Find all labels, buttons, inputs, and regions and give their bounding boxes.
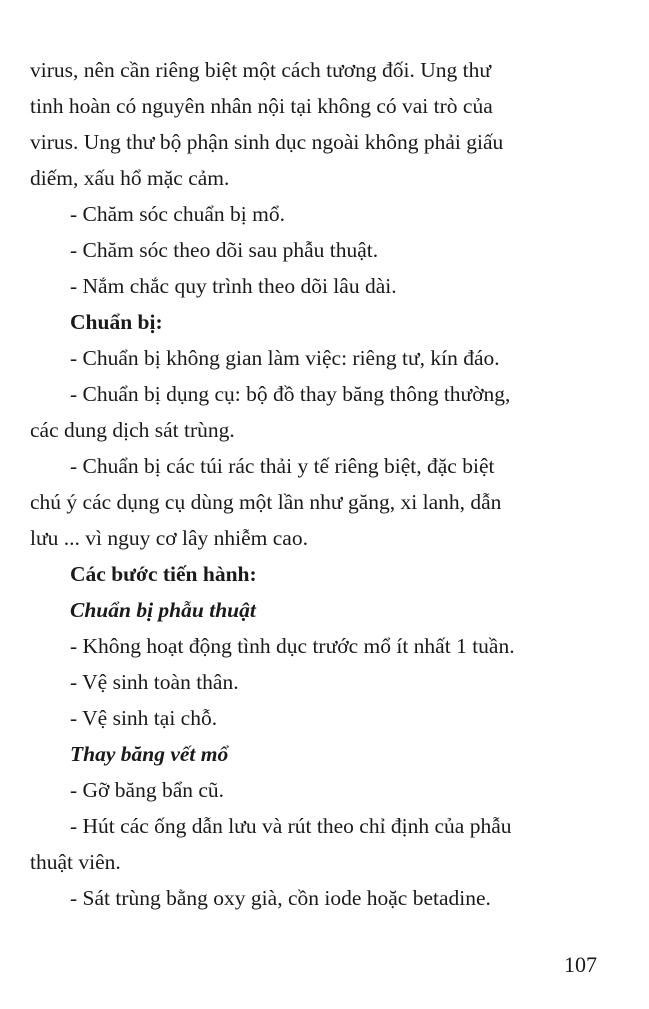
subsection-heading: Chuẩn bị phẫu thuật bbox=[70, 598, 256, 622]
page-number: 107 bbox=[564, 952, 597, 977]
bullet-item: - Gỡ băng bẩn cũ. bbox=[70, 778, 225, 802]
bullet-item: - Vệ sinh toàn thân. bbox=[70, 670, 239, 694]
bullet-item: - Chăm sóc theo dõi sau phẫu thuật. bbox=[70, 238, 379, 262]
bullet-item: - Chăm sóc chuẩn bị mổ. bbox=[70, 202, 285, 226]
bullet-item: - Chuẩn bị các túi rác thải y tế riêng biệt, đặc biệt bbox=[70, 454, 495, 478]
text-line: tinh hoàn có nguyên nhân nội tại không có vai trò của bbox=[30, 94, 493, 118]
text-line: chú ý các dụng cụ dùng một lần như găng, xi lanh, dẫn bbox=[30, 490, 502, 514]
subsection-heading: Thay băng vết mổ bbox=[70, 742, 229, 766]
bullet-item: - Chuẩn bị dụng cụ: bộ đồ thay băng thông thường, bbox=[70, 382, 511, 406]
text-line: thuật viên. bbox=[30, 850, 121, 874]
bullet-item: - Không hoạt động tình dục trước mổ ít nhất 1 tuần. bbox=[70, 634, 515, 658]
bullet-item: - Vệ sinh tại chỗ. bbox=[70, 706, 218, 730]
bullet-item: - Sát trùng bằng oxy già, cồn iode hoặc betadine. bbox=[70, 886, 491, 910]
text-line: các dung dịch sát trùng. bbox=[30, 418, 235, 442]
bullet-item: - Nắm chắc quy trình theo dõi lâu dài. bbox=[70, 274, 397, 298]
page-body-text bbox=[30, 52, 602, 916]
bullet-item: - Hút các ống dẫn lưu và rút theo chỉ định của phẫu bbox=[70, 814, 512, 838]
text-line: lưu ... vì nguy cơ lây nhiễm cao. bbox=[30, 526, 308, 550]
section-heading: Chuẩn bị: bbox=[70, 310, 163, 334]
text-line: virus, nên cần riêng biệt một cách tương đối. Ung thư bbox=[30, 58, 491, 82]
text-line: virus. Ung thư bộ phận sinh dục ngoài không phải giấu bbox=[30, 130, 504, 154]
bullet-item: - Chuẩn bị không gian làm việc: riêng tư, kín đáo. bbox=[70, 346, 500, 370]
section-heading: Các bước tiến hành: bbox=[70, 562, 257, 586]
text-line: diếm, xấu hổ mặc cảm. bbox=[30, 166, 230, 190]
